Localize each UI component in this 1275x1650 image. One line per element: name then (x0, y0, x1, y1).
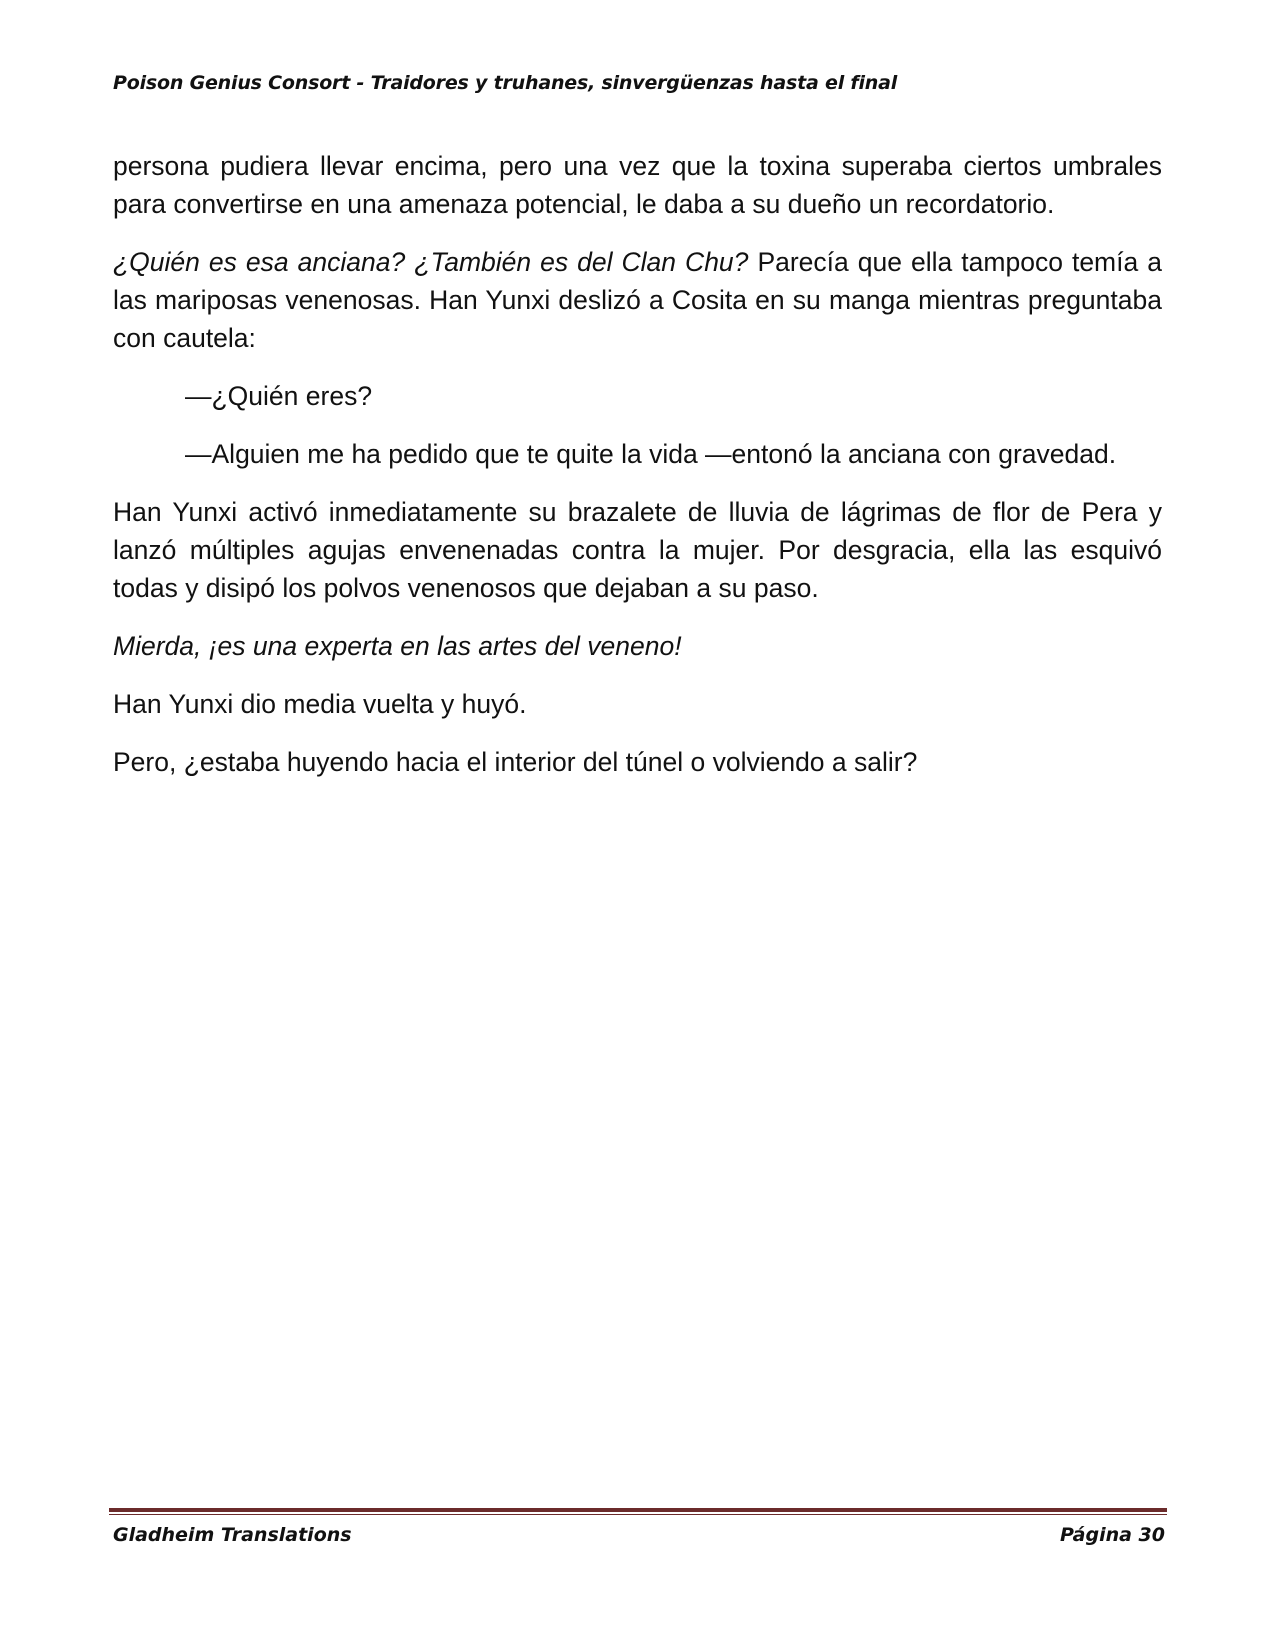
paragraph-6 (113, 627, 1162, 665)
paragraph-2-text: Parecía que ella tampoco temía a las mariposas venenosas. Han Yunxi deslizó a Cosita en su manga mientras preguntaba con cautela: (113, 247, 1162, 353)
paragraph-7: Han Yunxi dio media vuelta y huyó. (113, 689, 527, 719)
footer-publisher: Gladheim Translations (113, 1524, 352, 1546)
dialogue-line-2: —Alguien me ha pedido que te quite la vida —entonó la anciana con gravedad. (185, 439, 1117, 469)
paragraph-2-thought: ¿Quién es esa anciana? ¿También es del Clan Chu? (113, 247, 749, 277)
footer-divider (109, 1508, 1167, 1515)
footer-page-number: Página 30 (1059, 1524, 1165, 1546)
paragraph-5: Han Yunxi activó inmediatamente su brazalete de lluvia de lágrimas de flor de Pera y lanzó múltiples agujas envenenadas contra la mujer. Por desgracia, ella las esquivó todas y disipó los polvos venenosos que dejaban a su paso. (113, 497, 1162, 603)
paragraph-8: Pero, ¿estaba huyendo hacia el interior del túnel o volviendo a salir? (113, 747, 918, 777)
paragraph-2 (113, 243, 1162, 357)
paragraph-6-thought: Mierda, ¡es una experta en las artes del veneno! (113, 631, 682, 661)
dialogue-line-1: —¿Quién eres? (185, 381, 373, 411)
page-body (113, 147, 1162, 801)
paragraph-1: persona pudiera llevar encima, pero una vez que la toxina superaba ciertos umbrales para convertirse en una amenaza potencial, le daba a su dueño un recordatorio. (113, 151, 1162, 219)
page-header-title: Poison Genius Consort - Traidores y truhanes, sinvergüenzas hasta el final (113, 72, 898, 94)
